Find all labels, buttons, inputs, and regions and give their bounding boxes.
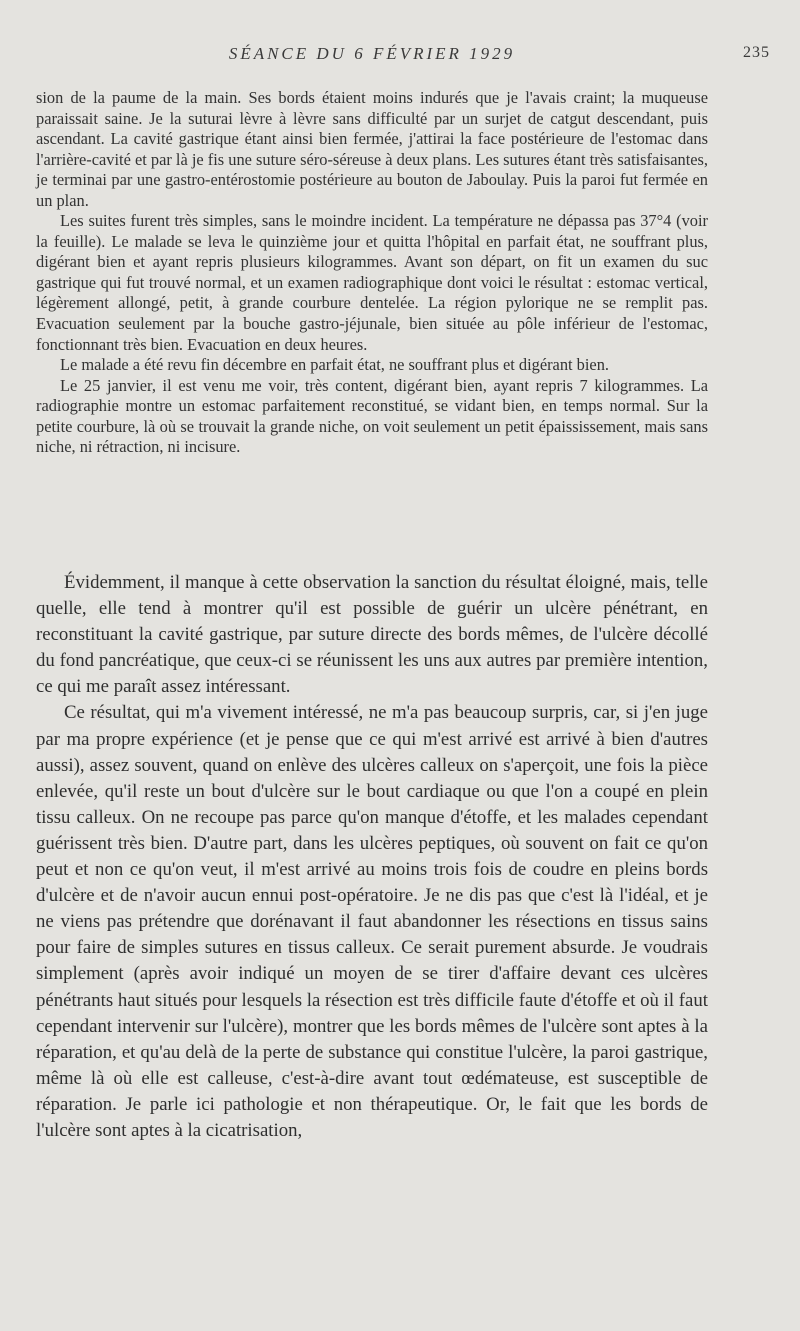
observation-text <box>36 88 708 458</box>
paragraph: Évidemment, il manque à cette observation la sanction du résultat éloigné, mais, telle quelle, elle tend à montrer qu'il est possible de guérir un ulcère pénétrant, en reconstituant la cavité gastrique, par suture directe des bords mêmes, de l'ulcère décollé du fond pancréatique, que ceux-ci se réunissent les uns aux autres par première intention, ce qui me paraît assez intéressant. <box>36 572 708 698</box>
paragraph: sion de la paume de la main. Ses bords étaient moins indurés que je l'avais craint; la muqueuse paraissait saine. Je la suturai lèvre à lèvre sans difficulté par un surjet de catgut descendant, puis ascendant. La cavité gastrique étant ainsi bien fermée, j'attirai la face postérieure de l'estomac dans l'arrière-cavité et par là je fis une suture séro-séreuse à deux plans. Les sutures étant très satisfaisantes, je terminai par une gastro-entérostomie postérieure au bouton de Jaboulay. Puis la paroi fut fermée en un plan. <box>36 88 708 210</box>
running-header <box>36 44 770 68</box>
discussion-text <box>36 570 708 1144</box>
paragraph: Le malade a été revu fin décembre en parfait état, ne souffrant plus et digérant bien. <box>60 355 609 375</box>
paragraph: Le 25 janvier, il est venu me voir, très content, digérant bien, ayant repris 7 kilogrammes. La radiographie montre un estomac parfaitement reconstitué, se vidant bien, en temps normal. Sur la petite courbure, là où se trouvait la grande niche, on voit seulement un petit épaississement, mais sans niche, ni rétraction, ni incisure. <box>36 375 708 457</box>
page-number: 235 <box>743 44 770 61</box>
paragraph: Les suites furent très simples, sans le moindre incident. La température ne dépassa pas 37°4 (voir la feuille). Le malade se leva le quinzième jour et quitta l'hôpital en parfait état, ne souffrant plus, digérant bien et ayant repris plusieurs kilogrammes. Avant son départ, on fit un examen du suc gastrique qui fut trouvé normal, et un examen radiographique dont voici le résultat : estomac vertical, légèrement allongé, petit, à grande courbure dentelée. La région pylorique ne se remplit pas. Evacuation seulement par la bouche gastro-jéjunale, bien située au pôle inférieur de l'estomac, fonctionnant très bien. Evacuation en deux heures. <box>36 211 708 354</box>
paragraph: Ce résultat, qui m'a vivement intéressé, ne m'a pas beaucoup surpris, car, si j'en juge par ma propre expérience (et je pense que ce qui m'est arrivé est arrivé à bien d'autres aussi), assez souvent, quand on enlève des ulcères calleux on s'aperçoit, une fois la pièce enlevée, qu'il reste un bout d'ulcère sur le bout cardiaque ou que l'on a coupé en plein tissu calleux. On ne recoupe pas parce qu'on manque d'étoffe, et les malades cependant guérissent très bien. D'autre part, dans les ulcères peptiques, où souvent on fait ce qu'on peut et non ce qu'on veut, il m'est arrivé au moins trois fois de coudre en pleins bords d'ulcère et de n'avoir aucun ennui post-opératoire. Je ne dis pas que c'est là l'idéal, et je ne viens pas prétendre que dorénavant il faut abandonner les résections en tissus sains pour faire de simples sutures en tissus calleux. Ce serait purement absurde. Je voudrais simplement (après avoir indiqué un moyen de se tirer d'affaire devant ces ulcères pénétrants haut situés pour lesquels la résection est très difficile faute d'étoffe et où il faut cependant intervenir sur l'ulcère), montrer que les bords mêmes de l'ulcère sont aptes à la réparation, et qu'au delà de la perte de substance qui constitue l'ulcère, la paroi gastrique, même là où elle est calleuse, c'est-à-dire avant tout œdémateuse, est susceptible de réparation. Je parle ici pathologie et non thérapeutique. Or, le fait que les bords de l'ulcère sont aptes à la cicatrisation, <box>36 702 708 1141</box>
running-title: SÉANCE DU 6 FÉVRIER 1929 <box>228 44 516 63</box>
